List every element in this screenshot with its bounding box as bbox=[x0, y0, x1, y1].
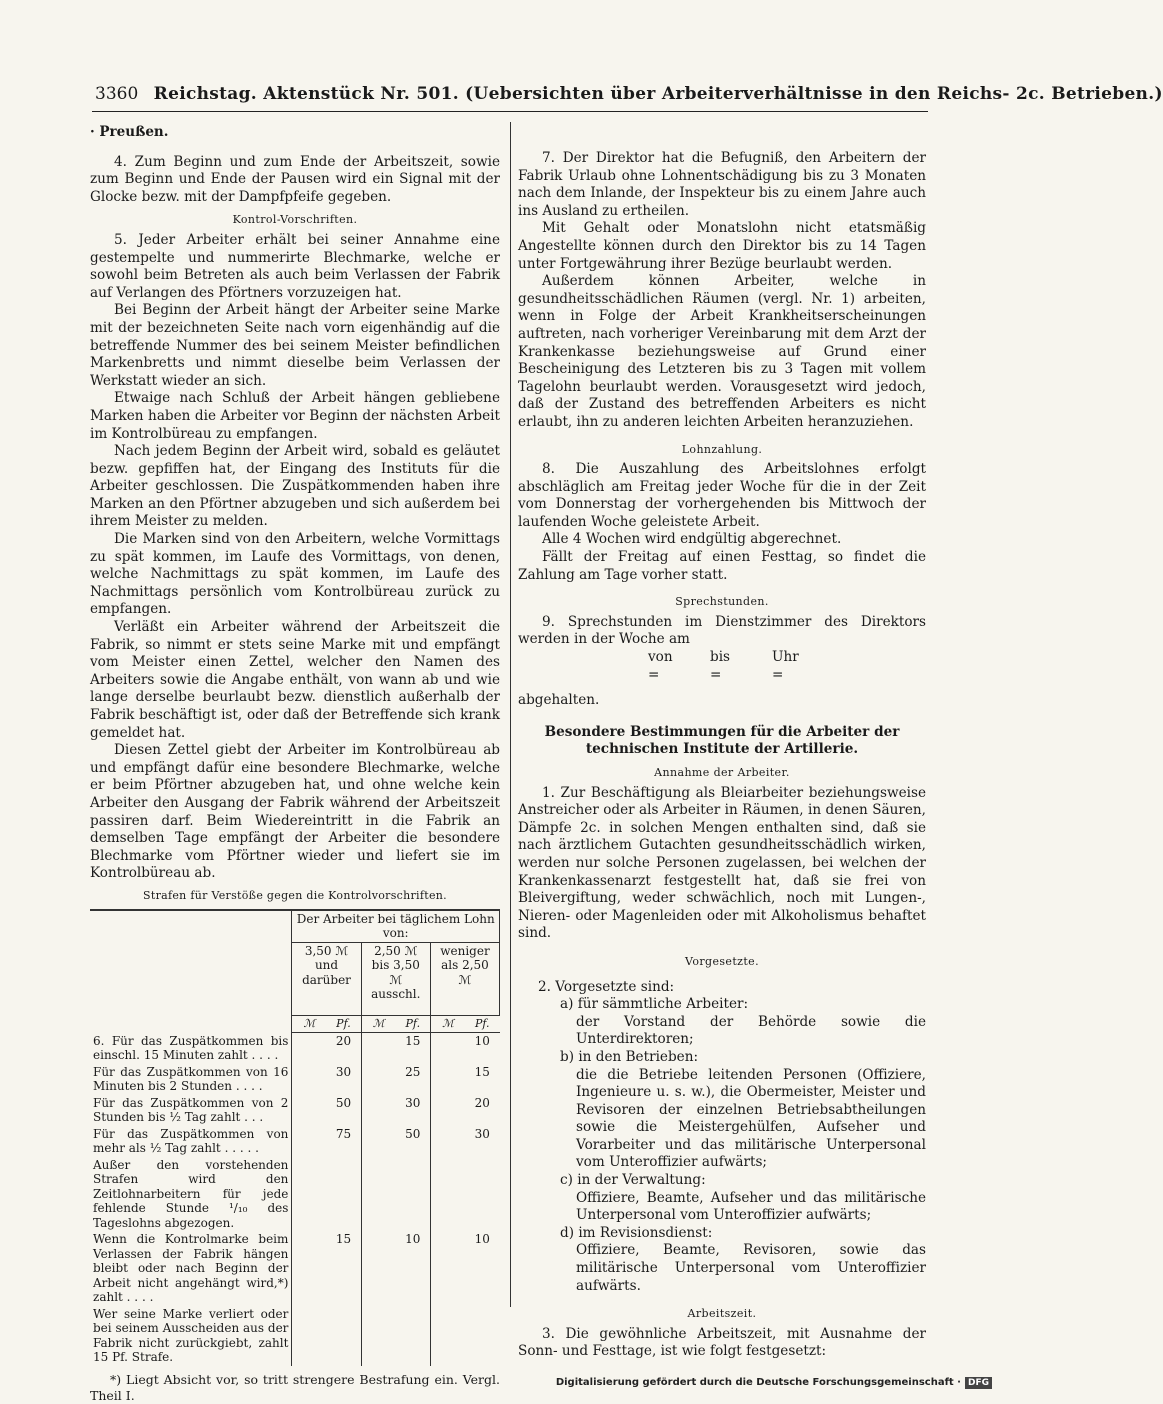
subheading-sprech: Sprechstunden. bbox=[675, 595, 769, 609]
row-mark-2 bbox=[361, 1306, 395, 1366]
row-mark-3 bbox=[430, 1126, 465, 1157]
row-label: Außer den vorstehenden Strafen wird den Zeitlohnarbeitern für jede fehlende Stunde ¹/₁₀ des Tageslohns abgezogen. bbox=[90, 1157, 292, 1232]
subheading-vorgesetzte: Vorgesetzte. bbox=[685, 954, 759, 968]
row-value-1: 30 bbox=[326, 1064, 361, 1095]
item-b-text: die die Betriebe leitenden Personen (Offiziere, Ingenieure u. s. w.), die Obermeister, Meister und Revisoren der einzelnen Betriebsabtheilungen sowie die Meistergehülfen, Aufseher und Vorarbeiter und das militärische Unterpersonal vom Unteroffizier aufwärts; bbox=[576, 1066, 926, 1171]
item-d-text: Offiziere, Beamte, Revisoren, sowie das militärische Unterpersonal vom Unteroffizier aufwärts. bbox=[576, 1242, 926, 1294]
table-row bbox=[90, 1126, 500, 1157]
item-a: a) für sämmtliche Arbeiter: bbox=[560, 996, 749, 1013]
ditto-mark: = bbox=[772, 666, 784, 683]
row-value-1 bbox=[326, 1306, 361, 1366]
unit-mark: ℳ bbox=[292, 1015, 326, 1033]
table-row bbox=[90, 1157, 500, 1232]
unit-pf: Pf. bbox=[465, 1015, 500, 1033]
row-value-3: 10 bbox=[474, 1232, 490, 1247]
row-value-2: 10 bbox=[396, 1231, 431, 1306]
table-group-header: Der Arbeiter bei täglichem Lohn von: bbox=[292, 910, 500, 943]
footnote: *) Liegt Absicht vor, so tritt strengere Bestrafung ein. Vergl. Theil I. bbox=[90, 1371, 500, 1403]
unit-mark: ℳ bbox=[361, 1015, 395, 1033]
paragraph-5e: Die Marken sind von den Arbeitern, welche Vormittags zu spät kommen, im Laufe des Vormittags, von denen, welche Nachmittags zu spät kommen, im Laufe des Nachmittags persönlich vom Kontrolbüreau zurück zu empfangen. bbox=[90, 531, 500, 618]
subheading-lohn: Lohnzahlung. bbox=[681, 442, 763, 456]
paragraph-5c: Etwaige nach Schluß der Arbeit hängen gebliebene Marken haben die Arbeiter vor Beginn der nächsten Arbeit im Kontrolbüreau zu empfangen. bbox=[90, 390, 500, 442]
item-b: b) in den Betrieben: bbox=[560, 1048, 699, 1065]
table-row bbox=[90, 1306, 500, 1366]
paragraph-3: 3. Die gewöhnliche Arbeitszeit, mit Ausnahme der Sonn- und Festtage, ist wie folgt festgesetzt: bbox=[518, 1325, 926, 1360]
row-mark-3 bbox=[430, 1157, 465, 1232]
row-mark-3 bbox=[430, 1033, 465, 1064]
unit-pf: Pf. bbox=[326, 1015, 361, 1033]
row-mark-3 bbox=[430, 1306, 465, 1366]
paragraph-1: 1. Zur Beschäftigung als Bleiarbeiter beziehungsweise Anstreicher oder als Arbeiter in Räumen, in denen Säuren, Dämpfe 2c. in solchen Mengen enthalten sind, daß sie nach ärztlichem Gutachten gesundheitsschädlich wirken, werden nur solche Personen zugelassen, bei welchen der Krankenkassenarzt festgestellt hat, daß sie frei von Bleivergiftung, weder schwächlich, noch mit Lungen-, Nieren- oder Magenleiden oder mit Alkoholismus behaftet sind. bbox=[518, 784, 926, 942]
row-label: Für das Zuspätkommen von mehr als ½ Tag zahlt . . . . . bbox=[90, 1126, 292, 1157]
row-mark-2 bbox=[361, 1126, 395, 1157]
paragraph-8c: Fällt der Freitag auf einen Festtag, so findet die Zahlung am Tage vorher statt. bbox=[518, 549, 926, 583]
paragraph-5: 5. Jeder Arbeiter erhält bei seiner Annahme eine gestempelte und nummerirte Blechmarke, welche er sowohl beim Betreten als auch beim Verlassen der Fabrik auf Verlangen des Pförtners vorzuzeigen hat. bbox=[90, 231, 500, 301]
table-row bbox=[90, 1095, 500, 1126]
table-body bbox=[90, 1033, 500, 1366]
row-value-3 bbox=[465, 1306, 500, 1366]
credit-text: Digitalisierung gefördert durch die Deutsche Forschungsgemeinschaft · bbox=[555, 1377, 961, 1388]
item-c-text: Offiziere, Beamte, Aufseher und das militärische Unterpersonal vom Unteroffizier aufwärts; bbox=[576, 1189, 926, 1224]
row-value-1: 15 bbox=[326, 1231, 361, 1306]
row-label: Wer seine Marke verliert oder bei seinem Ausscheiden aus der Fabrik nicht zurückgiebt, zahlt 15 Pf. Strafe. bbox=[90, 1306, 292, 1366]
row-value-1: 75 bbox=[326, 1126, 361, 1157]
paragraph-7: 7. Der Direktor hat die Befugniß, den Arbeitern der Fabrik Urlaub ohne Lohnentschädigung bis zu 3 Monaten nach dem Inlande, der Inspekteur bis zu einem Jahre auch ins Ausland zu ertheilen. bbox=[518, 150, 926, 219]
unit-mark: ℳ bbox=[430, 1015, 465, 1033]
row-mark-2 bbox=[361, 1064, 395, 1095]
paragraph-5g: Diesen Zettel giebt der Arbeiter im Kontrolbüreau ab und empfängt dafür eine besondere Blechmarke, welche er beim Pförtner abzugeben hat, und ohne welche kein Arbeiter den Ausgang der Fabrik während der Arbeitszeit passiren darf. Beim Wiedereintritt in die Fabrik an demselben Tage empfängt der Arbeiter die besondere Blechmarke vom Pförtner wieder und liefert sie im Kontrolbüreau ab. bbox=[90, 742, 500, 882]
row-value-1 bbox=[326, 1157, 361, 1232]
paragraph-9: 9. Sprechstunden im Dienstzimmer des Direktors werden in der Woche am bbox=[518, 613, 926, 648]
hours-uhr: Uhr bbox=[772, 649, 799, 666]
row-value-3: 15 bbox=[474, 1064, 490, 1079]
paragraph-2: 2. Vorgesetzte sind: bbox=[538, 978, 675, 995]
row-mark-1 bbox=[292, 1095, 326, 1126]
row-value-1: 50 bbox=[326, 1095, 361, 1126]
table-caption: Strafen für Verstöße gegen die Kontrolvorschriften. bbox=[143, 888, 447, 902]
row-value-1: 20 bbox=[326, 1033, 361, 1064]
left-column bbox=[90, 124, 500, 1404]
page-number: 3360 bbox=[95, 84, 139, 104]
row-label: Für das Zuspätkommen von 2 Stunden bis ½ Tag zahlt . . . bbox=[90, 1095, 292, 1126]
paragraph-5b: Bei Beginn der Arbeit hängt der Arbeiter seine Marke mit der bezeichneten Seite nach vorn eigenhändig auf die betreffende Nummer des bei seinem Meister befindlichen Markenbretts und nimmt dieselbe beim Verlassen der Werkstatt wieder an sich. bbox=[90, 302, 500, 389]
row-value-2: 50 bbox=[396, 1126, 431, 1157]
table-col1-header: 3,50 ℳ und darüber bbox=[292, 942, 361, 1015]
row-mark-2 bbox=[361, 1231, 395, 1306]
item-a-text: der Vorstand der Behörde sowie die Unterdirektoren; bbox=[576, 1013, 926, 1048]
ditto-mark: = bbox=[648, 666, 660, 683]
row-mark-2 bbox=[361, 1095, 395, 1126]
hours-from: von bbox=[648, 649, 673, 666]
row-mark-1 bbox=[292, 1157, 326, 1232]
paragraph-5f: Verläßt ein Arbeiter während der Arbeitszeit die Fabrik, so nimmt er stets seine Marke mit und empfängt vom Meister einen Zettel, welcher den Namen des Arbeiters sowie die Angabe enthält, von wann ab und wie lange derselbe beurlaubt bezw. dienstlich außerhalb der Fabrik beschäftigt ist, oder daß der Betreffende sich krank gemeldet hat. bbox=[90, 619, 500, 741]
ditto-mark: = bbox=[710, 666, 722, 683]
state-heading: · Preußen. bbox=[90, 124, 169, 140]
paragraph-4: 4. Zum Beginn und zum Ende der Arbeitszeit, sowie zum Beginn und Ende der Pausen wird ein Signal mit der Glocke bezw. mit der Dampfpfeife gegeben. bbox=[90, 153, 500, 205]
row-value-2 bbox=[396, 1306, 431, 1366]
right-column bbox=[518, 150, 926, 1361]
subheading-kontrol: Kontrol-Vorschriften. bbox=[232, 213, 358, 227]
page-title: Reichstag. Aktenstück Nr. 501. (Uebersichten über Arbeiterverhältnisse in den Reichs- 2c. Betrieben.) bbox=[153, 84, 1163, 104]
section-title: Besondere Bestimmungen für die Arbeiter der technischen Institute der Artillerie. bbox=[544, 723, 900, 758]
page-header bbox=[95, 84, 1163, 104]
row-value-3: 10 bbox=[474, 1034, 490, 1049]
row-mark-3 bbox=[430, 1095, 465, 1126]
item-c: c) in der Verwaltung: bbox=[560, 1172, 706, 1189]
row-mark-1 bbox=[292, 1231, 326, 1306]
penalty-table bbox=[90, 909, 500, 1366]
dfg-credit bbox=[556, 1377, 992, 1389]
paragraph-7b: Mit Gehalt oder Monatslohn nicht etatsmäßig Angestellte können durch den Direktor bis zu 14 Tagen unter Fortgewährung ihrer Bezüge beurlaubt werden. bbox=[518, 220, 926, 272]
paragraph-5d: Nach jedem Beginn der Arbeit wird, sobald es geläutet bezw. gepfiffen hat, der Eingang des Instituts für die Arbeiter geschlossen. Die Zuspätkommenden haben ihre Marken an den Pförtner abzugeben und sich außerdem bei ihrem Meister zu melden. bbox=[90, 443, 500, 530]
row-value-3: 30 bbox=[474, 1126, 490, 1141]
hours-ditto-row bbox=[518, 667, 926, 685]
table-col3-header: weniger als 2,50 ℳ bbox=[430, 942, 499, 1015]
table-corner bbox=[90, 910, 292, 1033]
row-value-3 bbox=[465, 1157, 500, 1232]
row-mark-3 bbox=[430, 1064, 465, 1095]
row-value-3: 20 bbox=[474, 1095, 490, 1110]
row-value-2: 15 bbox=[396, 1033, 431, 1064]
hours-row bbox=[518, 649, 926, 667]
item-d: d) im Revisionsdienst: bbox=[560, 1224, 713, 1241]
unit-pf: Pf. bbox=[396, 1015, 431, 1033]
row-mark-1 bbox=[292, 1064, 326, 1095]
table-col2-header: 2,50 ℳ bis 3,50 ℳ ausschl. bbox=[361, 942, 430, 1015]
row-mark-1 bbox=[292, 1126, 326, 1157]
row-value-2 bbox=[396, 1157, 431, 1232]
subheading-arbeitszeit: Arbeitszeit. bbox=[687, 1307, 757, 1321]
row-label: Wenn die Kontrolmarke beim Verlassen der Fabrik hängen bleibt oder nach Beginn der Arbeit nicht angehängt wird,*) zahlt . . . . bbox=[90, 1231, 292, 1306]
header-rule bbox=[92, 111, 928, 112]
table-row bbox=[90, 1064, 500, 1095]
row-value-2: 25 bbox=[396, 1064, 431, 1095]
table-row bbox=[90, 1231, 500, 1306]
paragraph-8: 8. Die Auszahlung des Arbeitslohnes erfolgt abschläglich am Freitag jeder Woche für die in der Zeit vom Donnerstag der vorhergehenden bis Mittwoch der laufenden Woche geleistete Arbeit. bbox=[518, 461, 926, 530]
paragraph-9-end: abgehalten. bbox=[518, 692, 600, 709]
dfg-logo: DFG bbox=[965, 1377, 992, 1389]
subheading-annahme: Annahme der Arbeiter. bbox=[654, 766, 790, 779]
row-mark-1 bbox=[292, 1306, 326, 1366]
row-value-2: 30 bbox=[396, 1095, 431, 1126]
row-mark-2 bbox=[361, 1033, 395, 1064]
paragraph-7c: Außerdem können Arbeiter, welche in gesundheitsschädlichen Räumen (vergl. Nr. 1) arbeiten, wenn in Folge der Arbeit Krankheitserscheinungen auftreten, nach vorheriger Vereinbarung mit dem Arzt der Krankenkasse beziehungsweise auf Grund einer Bescheinigung des Letzteren bis zu 3 Tagen mit vollem Tagelohn beurlaubt werden. Vorausgesetzt wird jedoch, daß der Zustand des betreffenden Arbeiters es nicht erlaubt, ihn zu anderen leichten Arbeiten heranzuziehen. bbox=[518, 273, 926, 430]
row-mark-1 bbox=[292, 1033, 326, 1064]
row-mark-3 bbox=[430, 1231, 465, 1306]
row-label: Für das Zuspätkommen von 16 Minuten bis 2 Stunden . . . . bbox=[90, 1064, 292, 1095]
table-row bbox=[90, 1033, 500, 1064]
paragraph-8b: Alle 4 Wochen wird endgültig abgerechnet. bbox=[542, 531, 842, 548]
column-divider bbox=[510, 122, 511, 1307]
row-mark-2 bbox=[361, 1157, 395, 1232]
row-label: 6. Für das Zuspätkommen bis einschl. 15 Minuten zahlt . . . . bbox=[90, 1033, 292, 1064]
hours-to: bis bbox=[710, 649, 731, 666]
